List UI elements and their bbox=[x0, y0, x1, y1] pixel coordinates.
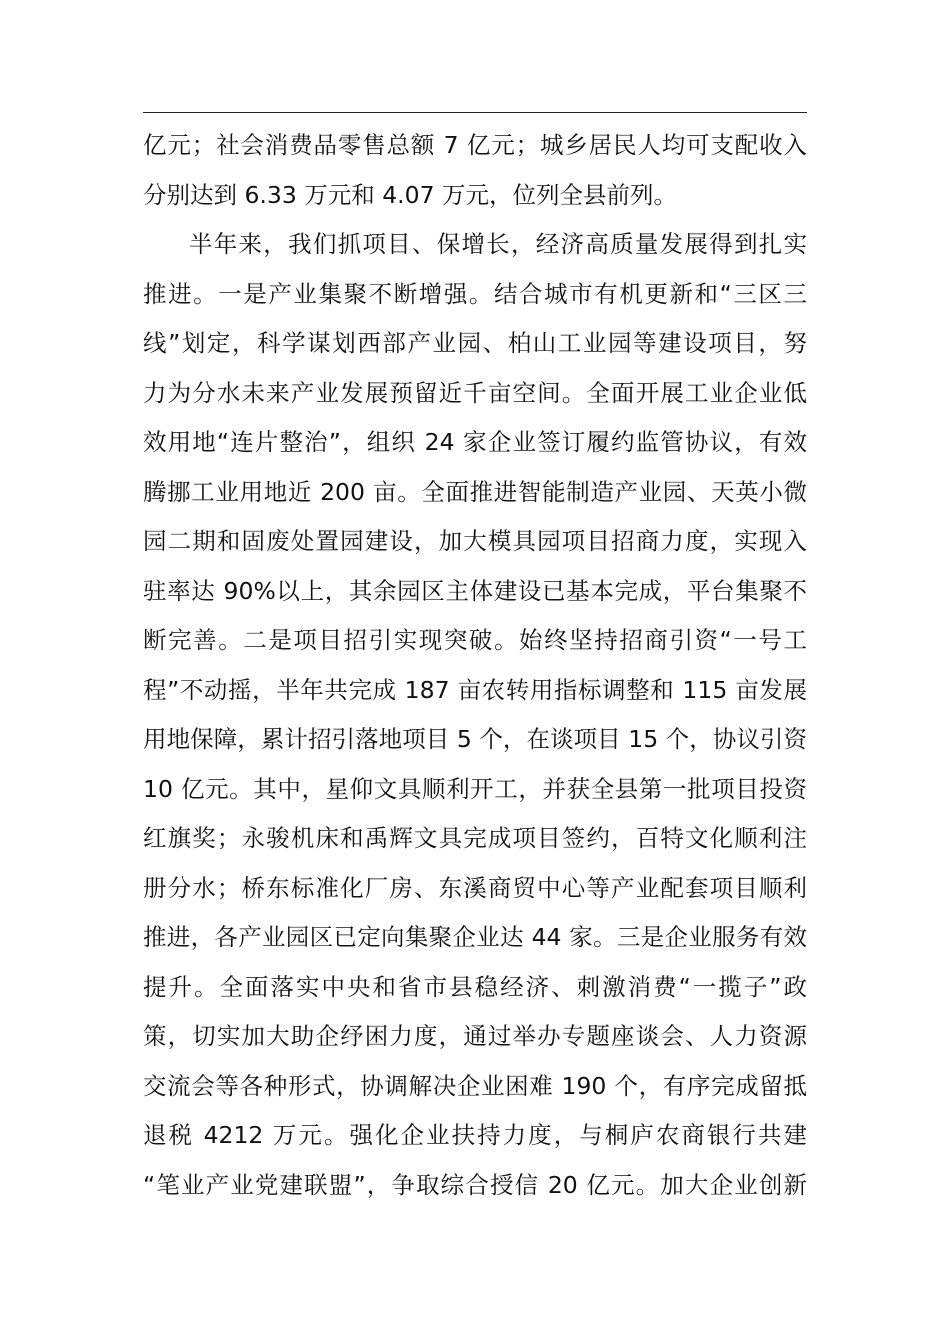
text-line: 驻率达 90%以上，其余园区主体建设已基本完成，平台集聚不 bbox=[143, 576, 807, 605]
text-line: 分别达到 6.33 万元和 4.07 万元，位列全县前列。 bbox=[143, 180, 678, 209]
text-line: 力为分水未来产业发展预留近千亩空间。全面开展工业企业低 bbox=[143, 378, 807, 407]
body-text bbox=[143, 121, 807, 1210]
text-line: 交流会等各种形式，协调解决企业困难 190 个，有序完成留抵 bbox=[143, 1071, 807, 1100]
text-line: 线”划定，科学谋划西部产业园、柏山工业园等建设项目，努 bbox=[143, 329, 807, 357]
text-line: 红旗奖；永骏机床和禹辉文具完成项目签约，百特文化顺利注 bbox=[143, 824, 807, 852]
text-line: 推进，各产业园区已定向集聚企业达 44 家。三是企业服务有效 bbox=[143, 923, 807, 951]
text-line: 册分水；桥东标准化厂房、东溪商贸中心等产业配套项目顺利 bbox=[143, 873, 807, 902]
text-line: 腾挪工业用地近 200 亩。全面推进智能制造产业园、天英小微 bbox=[143, 477, 807, 506]
text-line: 程”不动摇，半年共完成 187 亩农转用指标调整和 115 亩发展 bbox=[143, 675, 807, 704]
text-line: 策，切实加大助企纾困力度，通过举办专题座谈会、人力资源 bbox=[143, 1022, 807, 1050]
text-line: 断完善。二是项目招引实现突破。始终坚持招商引资“一号工 bbox=[143, 626, 807, 654]
text-line: 10 亿元。其中，星仰文具顺利开工，并获全县第一批项目投资 bbox=[143, 774, 807, 803]
paragraph-first-line: 半年来，我们抓项目、保增长，经济高质量发展得到扎实 bbox=[189, 230, 807, 258]
text-line: 园二期和固废处置园建设，加大模具园项目招商力度，实现入 bbox=[143, 527, 807, 555]
text-line: 用地保障，累计招引落地项目 5 个，在谈项目 15 个，协议引资 bbox=[143, 725, 807, 753]
text-line: 亿元；社会消费品零售总额 7 亿元；城乡居民人均可支配收入 bbox=[143, 131, 807, 159]
text-line: 效用地“连片整治”，组织 24 家企业签订履约监管协议，有效 bbox=[143, 428, 807, 456]
text-line: 推进。一是产业集聚不断增强。结合城市有机更新和“三区三 bbox=[143, 279, 807, 308]
text-line: “笔业产业党建联盟”，争取综合授信 20 亿元。加大企业创新 bbox=[143, 1170, 807, 1199]
header-rule bbox=[143, 112, 807, 113]
text-line: 提升。全面落实中央和省市县稳经济、刺激消费“一揽子”政 bbox=[143, 972, 807, 1001]
text-line: 退税 4212 万元。强化企业扶持力度，与桐庐农商银行共建 bbox=[143, 1121, 807, 1149]
